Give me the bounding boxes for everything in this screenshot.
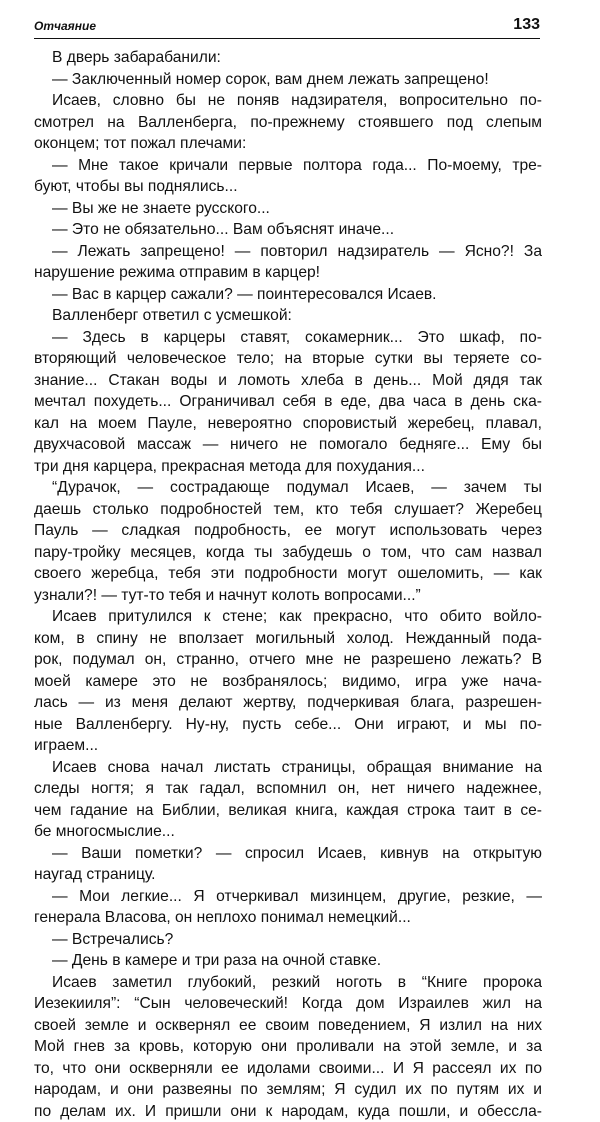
running-title: Отчаяние: [34, 19, 96, 33]
text-line: — Вас в карцер сажали? — поинтересовался Исаев.: [34, 284, 542, 306]
text-line: Мой гнев за кровь, которую они проливали на этой земле, и за: [34, 1036, 542, 1058]
text-line: играем...: [34, 735, 542, 757]
text-line: ком, в спину не вползает могильный холод. Нежданный пода-: [34, 628, 542, 650]
text-line: по делам их. И пришли они к народам, куда пошли, и обесслa-: [34, 1101, 542, 1122]
text-line: оконцем; тот пожал плечами:: [34, 133, 542, 155]
text-line: — Вы же не знаете русского...: [34, 198, 542, 220]
body-text: [34, 47, 542, 1122]
text-line: нарушение режима отправим в карцер!: [34, 262, 542, 284]
text-line: Исаев притулился к стене; как прекрасно, что обито войло-: [34, 606, 542, 628]
page-number: 133: [513, 16, 540, 34]
text-line: вторяющий человеческое тело; на вторые сутки вы теряете со-: [34, 348, 542, 370]
text-line: — День в камере и три раза на очной ставке.: [34, 950, 542, 972]
text-line: следы ногтя; я так гадал, вспомнил он, нет ничего надежнее,: [34, 778, 542, 800]
text-line: даешь столько подробностей тем, кто тебя слушает? Жеребец: [34, 499, 542, 521]
text-line: — Мне такое кричали первые полтора года... По-моему, тре-: [34, 155, 542, 177]
text-line: мечтал похудеть... Ограничивал себя в еде, два часа в день ска-: [34, 391, 542, 413]
text-line: моей камере это не возбранялось; видимо, игра уже нача-: [34, 671, 542, 693]
page-header: [34, 16, 540, 39]
text-line: В дверь забарабанили:: [34, 47, 542, 69]
text-line: — Встречались?: [34, 929, 542, 951]
text-line: своей земле и осквернял ее своим поведением, Я излил на них: [34, 1015, 542, 1037]
text-line: рок, подумал он, странно, отчего мне не разрешено лежать? В: [34, 649, 542, 671]
text-line: Пауль — сладкая подробность, ее могут использовать через: [34, 520, 542, 542]
text-line: — Заключенный номер сорок, вам днем лежать запрещено!: [34, 69, 542, 91]
text-line: чем гадание на Библии, великая книга, каждая строка таит в се-: [34, 800, 542, 822]
text-line: народам, и они развеяны по землям; Я судил их по путям их и: [34, 1079, 542, 1101]
text-line: — Ваши пометки? — спросил Исаев, кивнув на открытую: [34, 843, 542, 865]
text-line: Исаев, словно бы не поняв надзирателя, вопросительно по-: [34, 90, 542, 112]
text-line: буют, чтобы вы поднялись...: [34, 176, 542, 198]
text-line: смотрел на Валленберга, по-прежнему стоявшего под слепым: [34, 112, 542, 134]
text-line: узнали?! — тут-то тебя и начнут колоть вопросами...”: [34, 585, 542, 607]
text-line: генерала Власова, он неплохо понимал немецкий...: [34, 907, 542, 929]
text-line: Исаев заметил глубокий, резкий ноготь в “Книге пророка: [34, 972, 542, 994]
text-line: бе многосмыслие...: [34, 821, 542, 843]
text-line: кал на моем Пауле, невероятно споровистый жеребец, плавал,: [34, 413, 542, 435]
text-line: наугад страницу.: [34, 864, 542, 886]
text-line: три дня карцера, прекрасная метода для похудания...: [34, 456, 542, 478]
text-line: Иезекииля”: “Сын человеческий! Когда дом Израилев жил на: [34, 993, 542, 1015]
text-line: пару-тройку месяцев, когда ты забудешь о том, что сам назвал: [34, 542, 542, 564]
text-line: лась — из меня делают жертву, подчеркивая блага, разрешен-: [34, 692, 542, 714]
text-line: ные Валленбергу. Ну-ну, пусть себе... Они играют, и мы по-: [34, 714, 542, 736]
text-line: знание... Стакан воды и ломоть хлеба в день... Мой дядя так: [34, 370, 542, 392]
text-line: — Мои легкие... Я отчеркивал мизинцем, другие, резкие, —: [34, 886, 542, 908]
text-line: то, что они оскверняли ее идолами своими... И Я рассеял их по: [34, 1058, 542, 1080]
text-line: — Это не обязательно... Вам объяснят иначе...: [34, 219, 542, 241]
text-line: “Дурачок, — сострадающе подумал Исаев, — зачем ты: [34, 477, 542, 499]
text-line: — Лежать запрещено! — повторил надзиратель — Ясно?! За: [34, 241, 542, 263]
text-line: двухчасовой массаж — ничего не помогало бедняге... Ему бы: [34, 434, 542, 456]
text-line: Исаев снова начал листать страницы, обращая внимание на: [34, 757, 542, 779]
text-line: — Здесь в карцеры ставят, сокамерник... Это шкаф, по-: [34, 327, 542, 349]
text-line: своего жеребца, тебя эти подробности могут ошеломить, — как: [34, 563, 542, 585]
text-line: Валленберг ответил с усмешкой:: [34, 305, 542, 327]
